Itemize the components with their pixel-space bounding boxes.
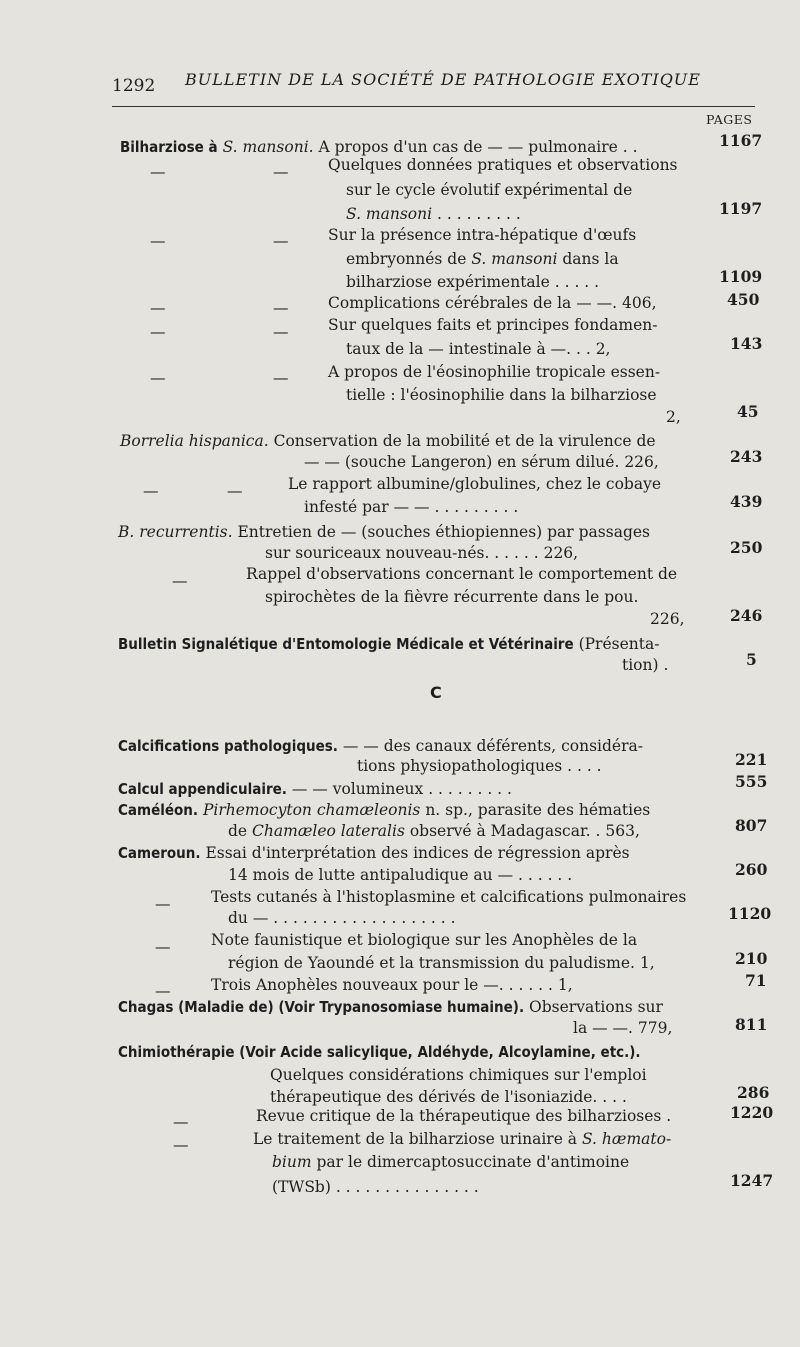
page-ref: 5 xyxy=(746,650,757,669)
entry-line: région de Yaoundé et la transmission du paludisme. 1, xyxy=(228,954,655,972)
page-ref: 286 xyxy=(737,1083,770,1102)
entry-bilharziose: Bilharziose à S. mansoni. A propos d'un cas de — — pulmonaire . . xyxy=(120,138,638,156)
ditto-dash: — xyxy=(155,982,171,1000)
ditto-dash: — xyxy=(155,895,171,913)
entry-line: taux de la — intestinale à —. . . 2, xyxy=(346,340,611,358)
entry-line: tions physiopathologiques . . . . xyxy=(357,757,602,775)
header-rule xyxy=(112,106,755,107)
entry-cameroun: Cameroun. Essai d'interprétation des indices de régression après xyxy=(118,844,630,862)
page-ref: 1247 xyxy=(730,1171,774,1190)
page-ref: 260 xyxy=(735,860,768,879)
ditto-dash: — xyxy=(173,1113,189,1131)
ditto-dash: — xyxy=(273,163,289,181)
entry-line: Le traitement de la bilharziose urinaire à S. hæmato- xyxy=(253,1130,672,1148)
entry-borrelia-hispanica: Borrelia hispanica. Conservation de la mobilité et de la virulence de xyxy=(120,432,656,450)
ditto-dash: — xyxy=(172,572,188,590)
ditto-dash: — xyxy=(150,163,166,181)
entry-line: sur le cycle évolutif expérimental de xyxy=(346,181,633,199)
page-ref: 250 xyxy=(730,538,763,557)
running-title: BULLETIN DE LA SOCIÉTÉ DE PATHOLOGIE EXOTIQUE xyxy=(185,70,701,89)
ditto-dash: — xyxy=(273,299,289,317)
entry-borrelia-recurrentis: B. recurrentis. Entretien de — (souches éthiopiennes) par passages xyxy=(118,523,650,541)
ditto-dash: — xyxy=(150,323,166,341)
page-ref: 246 xyxy=(730,606,763,625)
entry-line: thérapeutique des dérivés de l'isoniazide. . . . xyxy=(270,1088,627,1106)
page-number: 1292 xyxy=(112,76,156,96)
entry-line: de Chamæleo lateralis observé à Madagascar. . 563, xyxy=(228,822,640,840)
entry-line: Le rapport albumine/globulines, chez le cobaye xyxy=(288,475,662,493)
page-ref: 1120 xyxy=(728,904,772,923)
ditto-dash: — xyxy=(150,232,166,250)
entry-line: (TWSb) . . . . . . . . . . . . . . . xyxy=(272,1178,479,1196)
page-ref: 143 xyxy=(730,334,763,353)
entry-chagas: Chagas (Maladie de) (Voir Trypanosomiase humaine). Observations sur xyxy=(118,998,663,1016)
entry-line: embryonnés de S. mansoni dans la xyxy=(346,250,619,268)
ditto-dash: — xyxy=(143,482,159,500)
entry-line: Rappel d'observations concernant le comportement de xyxy=(246,565,678,583)
entry-line: Sur la présence intra-hépatique d'œufs xyxy=(328,226,637,244)
ditto-dash: — xyxy=(273,232,289,250)
entry-line: 2, xyxy=(666,408,681,426)
entry-line: Trois Anophèles nouveaux pour le —. . . . . . 1, xyxy=(211,976,573,994)
page-ref: 210 xyxy=(735,949,768,968)
page-ref: 811 xyxy=(735,1015,768,1034)
page-ref: 439 xyxy=(730,492,763,511)
entry-calcul: Calcul appendiculaire. — — volumineux . . . . . . . . . xyxy=(118,780,512,798)
ditto-dash: — xyxy=(150,369,166,387)
entry-line: Revue critique de la thérapeutique des bilharzioses . xyxy=(256,1107,672,1125)
entry-line: A propos de l'éosinophilie tropicale essen- xyxy=(328,363,661,381)
ditto-dash: — xyxy=(273,369,289,387)
entry-line: du — . . . . . . . . . . . . . . . . . . . xyxy=(228,909,456,927)
entry-line: sur souriceaux nouveau-nés. . . . . . 226, xyxy=(265,544,579,562)
entry-line: infesté par — — . . . . . . . . . xyxy=(304,498,519,516)
page-ref: 71 xyxy=(745,971,767,990)
page-ref: 1109 xyxy=(719,267,763,286)
page-ref: 221 xyxy=(735,750,768,769)
entry-line: bilharziose expérimentale . . . . . xyxy=(346,273,600,291)
entry-line: Sur quelques faits et principes fondamen- xyxy=(328,316,658,334)
entry-line: 14 mois de lutte antipaludique au — . . . . . . xyxy=(228,866,573,884)
entry-line: Quelques considérations chimiques sur l'emploi xyxy=(270,1066,647,1084)
entry-calcifications: Calcifications pathologiques. — — des canaux déférents, considéra- xyxy=(118,737,643,755)
entry-line: bium par le dimercaptosuccinate d'antimoine xyxy=(272,1153,630,1171)
entry-line: — — (souche Langeron) en sérum dilué. 226, xyxy=(304,453,659,471)
page-ref: 807 xyxy=(735,816,768,835)
pages-column-label: PAGES xyxy=(706,112,753,127)
page-ref: 1197 xyxy=(719,199,763,218)
page-ref: 243 xyxy=(730,447,763,466)
page-ref: 45 xyxy=(737,402,759,421)
entry-bulletin-signaletique: Bulletin Signalétique d'Entomologie Médicale et Vétérinaire (Présenta- xyxy=(118,635,660,653)
page-ref: 1220 xyxy=(730,1103,774,1122)
entry-line: Complications cérébrales de la — —. 406, xyxy=(328,294,657,312)
entry-line: tion) . xyxy=(622,656,669,674)
entry-line: Note faunistique et biologique sur les Anophèles de la xyxy=(211,931,638,949)
entry-line: Quelques données pratiques et observations xyxy=(328,156,678,174)
ditto-dash: — xyxy=(155,938,171,956)
entry-chimiotherapie: Chimiothérapie (Voir Acide salicylique, Aldéhyde, Alcoylamine, etc.). xyxy=(118,1043,641,1061)
entry-line: Tests cutanés à l'histoplasmine et calcifications pulmonaires xyxy=(211,888,687,906)
entry-line: tielle : l'éosinophilie dans la bilharziose xyxy=(346,386,657,404)
ditto-dash: — xyxy=(173,1136,189,1154)
page-ref: 555 xyxy=(735,772,768,791)
entry-cameleon: Caméléon. Pirhemocyton chamæleonis n. sp., parasite des hématies xyxy=(118,801,651,819)
entry-line: 226, xyxy=(650,610,685,628)
section-letter: C xyxy=(430,683,442,702)
ditto-dash: — xyxy=(273,323,289,341)
entry-line: S. mansoni . . . . . . . . . xyxy=(346,205,521,223)
entry-line: spirochètes de la fièvre récurrente dans le pou. xyxy=(265,588,639,606)
ditto-dash: — xyxy=(227,482,243,500)
page-ref: 450 xyxy=(727,290,760,309)
entry-line: la — —. 779, xyxy=(573,1019,673,1037)
ditto-dash: — xyxy=(150,299,166,317)
page-ref: 1167 xyxy=(719,131,763,150)
